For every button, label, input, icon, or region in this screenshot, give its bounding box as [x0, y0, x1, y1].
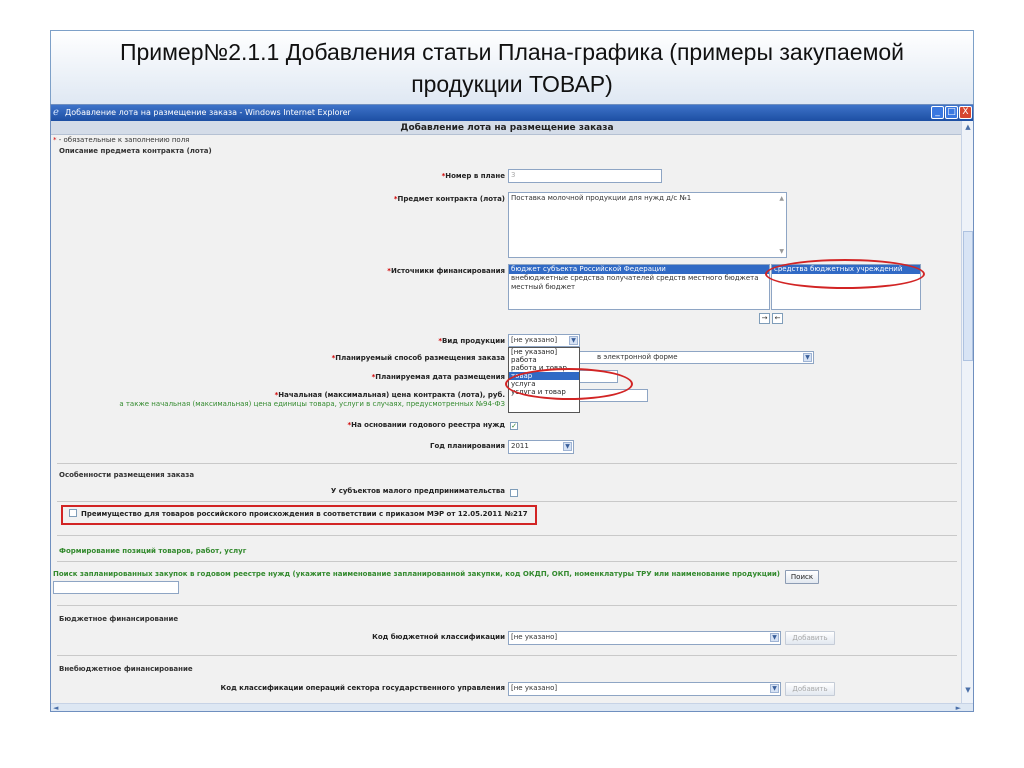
required-note: * - обязательные к заполнению поля — [53, 136, 190, 144]
features-section-title: Особенности размещения заказа — [59, 471, 195, 479]
preference-label: Преимущество для товаров российского происхождения в соответствии с приказом МЭР от 12.05.2011 №217 — [81, 510, 528, 518]
start-price-note: а также начальная (максимальная) цена единицы товара, услуги в случаях, предусмотренных №94-ФЗ — [119, 400, 505, 408]
placement-method-select[interactable]: в электронной форме ▼ — [508, 351, 814, 364]
subject-label: *Предмет контракта (лота) — [393, 195, 505, 203]
budget-code-select[interactable]: [не указано] ▼ — [508, 631, 781, 645]
highlight-ellipse — [765, 259, 925, 289]
scroll-up-icon[interactable]: ▲ — [965, 123, 971, 131]
divider — [57, 655, 957, 656]
funding-sources-available-list[interactable] — [508, 264, 770, 310]
divider — [57, 605, 957, 606]
chevron-down-icon: ▼ — [563, 442, 572, 451]
small-business-label: У субъектов малого предпринимательства — [330, 487, 505, 495]
funding-option[interactable]: бюджет субъекта Российской Федерации — [509, 265, 769, 274]
divider — [57, 501, 957, 502]
product-type-option[interactable]: работа — [511, 356, 537, 364]
funding-sources-label: *Источники финансирования — [387, 267, 505, 275]
placement-date-label: *Планируемая дата размещения — [371, 373, 505, 381]
product-type-option[interactable]: [не указано] — [511, 348, 558, 356]
close-button[interactable]: X — [959, 106, 972, 119]
maximize-button[interactable]: □ — [945, 106, 958, 119]
divider — [57, 535, 957, 536]
preference-checkbox[interactable] — [69, 509, 77, 517]
scroll-left-icon[interactable]: ◄ — [53, 704, 59, 712]
budget-code-label: Код бюджетной классификации — [372, 633, 505, 641]
slide-title — [50, 30, 974, 104]
planning-year-label: Год планирования — [430, 442, 505, 450]
chevron-down-icon: ▼ — [770, 684, 779, 693]
product-type-select[interactable]: [не указано] ▼ — [508, 334, 580, 347]
vertical-scrollbar[interactable] — [961, 121, 973, 705]
chevron-down-icon: ▼ — [569, 336, 578, 345]
scrollbar-thumb[interactable] — [963, 231, 973, 361]
search-label: Поиск запланированных закупок в годовом реестре нужд (укажите наименование запланированной закупки, код ОКДП, ОКП, номенклатуры ТРУ или наименование продукции) — [53, 570, 780, 578]
slide-title-line2: продукции ТОВАР) — [411, 71, 613, 97]
product-type-option[interactable]: услуга — [511, 380, 536, 388]
window-titlebar — [51, 105, 973, 121]
positions-section-title: Формирование позиций товаров, работ, услуг — [59, 547, 247, 555]
funding-option[interactable]: местный бюджет — [511, 283, 576, 291]
annual-register-checkbox[interactable]: ✓ — [511, 422, 517, 430]
scroll-right-icon[interactable]: ► — [955, 704, 961, 712]
form-content — [51, 121, 963, 705]
search-input[interactable] — [53, 581, 179, 594]
add-budget-button[interactable]: Добавить — [785, 631, 835, 645]
funding-selected-option[interactable]: средства бюджетных учреждений — [772, 265, 920, 274]
planning-year-select[interactable]: 2011 ▼ — [508, 440, 574, 454]
small-business-checkbox[interactable] — [510, 489, 518, 497]
scroll-down-icon[interactable]: ▼ — [965, 686, 971, 694]
plan-number-label: *Номер в плане — [441, 172, 505, 180]
add-offbudget-button[interactable]: Добавить — [785, 682, 835, 696]
browser-window — [50, 104, 974, 712]
plan-number-field[interactable]: 3 — [508, 169, 662, 183]
offbudget-section-title: Внебюджетное финансирование — [59, 665, 193, 673]
horizontal-scrollbar[interactable] — [51, 703, 974, 711]
budget-section-title: Бюджетное финансирование — [59, 615, 179, 623]
slide-title-line1: Пример№2.1.1 Добавления статьи Плана-графика (примеры закупаемой — [119, 39, 905, 65]
highlight-ellipse — [505, 368, 633, 400]
placement-method-label: *Планируемый способ размещения заказа — [331, 354, 505, 362]
description-section-title: Описание предмета контракта (лота) — [59, 147, 212, 155]
move-left-button[interactable]: ← — [772, 313, 783, 324]
product-type-label: *Вид продукции — [438, 337, 505, 345]
chevron-down-icon: ▼ — [770, 633, 779, 642]
subject-textarea[interactable]: Поставка молочной продукции для нужд д/с №1 ▲ ▼ — [508, 192, 787, 258]
start-price-label: *Начальная (максимальная) цена контракта (лота), руб. — [274, 391, 505, 399]
funding-option[interactable]: внебюджетные средства получателей средств местного бюджета — [511, 274, 759, 282]
chevron-down-icon: ▼ — [803, 353, 812, 362]
gov-sector-code-select[interactable]: [не указано] ▼ — [508, 682, 781, 696]
product-type-option[interactable]: услуга и товар — [511, 388, 566, 396]
product-type-option[interactable]: работа и товар — [511, 364, 567, 372]
product-type-option[interactable]: товар — [509, 372, 579, 380]
move-right-button[interactable]: → — [759, 313, 770, 324]
window-title: Добавление лота на размещение заказа - Windows Internet Explorer — [65, 108, 351, 117]
search-button[interactable]: Поиск — [785, 570, 819, 584]
gov-sector-code-label: Код классификации операций сектора государственного управления — [220, 684, 505, 692]
form-header: Добавление лота на размещение заказа — [51, 121, 963, 135]
divider — [57, 463, 957, 464]
divider — [57, 561, 957, 562]
minimize-button[interactable]: _ — [931, 106, 944, 119]
annual-register-label: *На основании годового реестра нужд — [347, 421, 505, 429]
ie-icon: ℯ — [53, 107, 59, 118]
